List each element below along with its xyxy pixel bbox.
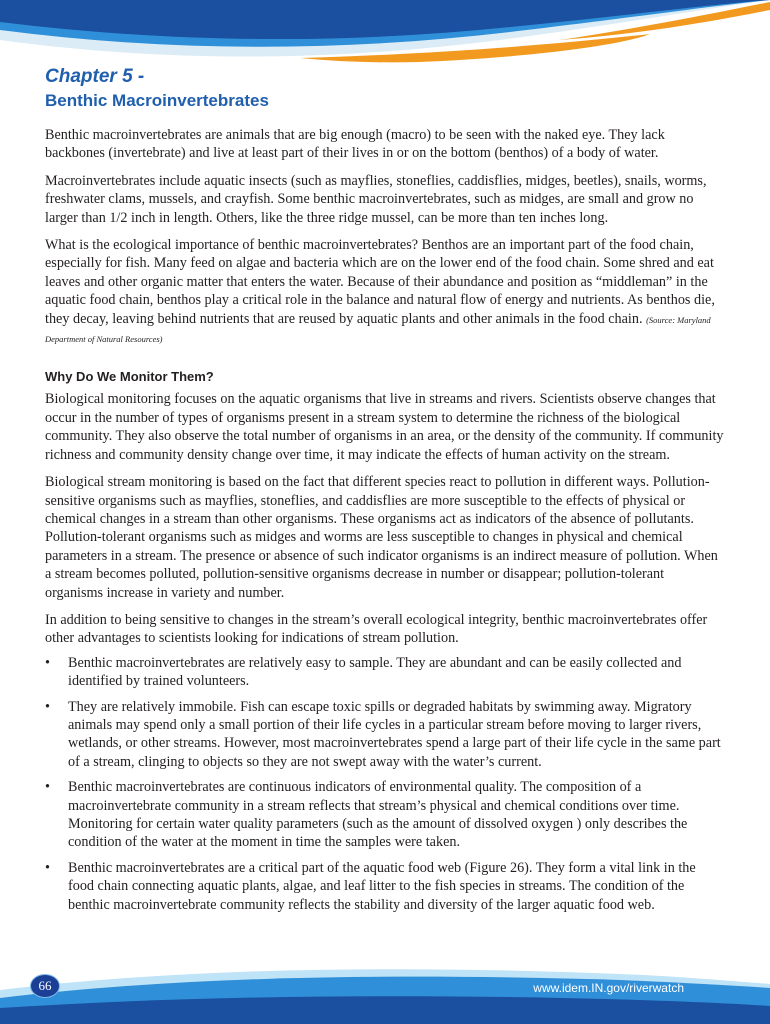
- list-item-text: They are relatively immobile. Fish can escape toxic spills or degraded habitats by swimming away. Migratory animals may spend only a small portion of their life cycles in a particular stream before moving to larger rivers, wetlands, or other streams. However, most macroinvertebrates spend a large part of their life cycle in the same part of a stream, clinging to objects so they are not swept away with the water’s current.: [68, 698, 721, 770]
- section-paragraph: In addition to being sensitive to changes in the stream’s overall ecological integrity, benthic macroinvertebrates offer other advantages to scientists looking for indications of stream pollution.: [45, 611, 708, 647]
- list-item-text: Benthic macroinvertebrates are a critical part of the aquatic food web (Figure 26). They form a vital link in the food chain connecting aquatic plants, algae, and leaf litter to the fish species in streams. The condition of the benthic macroinvertebrate community reflects the stability and diversity of the larger aquatic food web.: [68, 859, 696, 913]
- bullet-icon: •: [45, 698, 50, 715]
- list-item: [45, 698, 725, 772]
- bullet-icon: •: [45, 654, 50, 671]
- section-paragraph: Biological stream monitoring is based on the fact that different species react to pollution in different ways. Pollution-sensitive organisms such as mayflies, stoneflies, and caddisflies are more susceptible to the effects of physical or chemical changes in a stream than other organisms. These organisms act as indicators of the absence of pollutants. Pollution-tolerant organisms such as midges and worms are less susceptible to changes in physical and chemical parameters in a stream. The presence or absence of such indicator organisms is an indirect measure of pollution. When a stream becomes polluted, pollution-sensitive organisms decrease in number or disappear; pollution-tolerant organisms increase in variety and number.: [45, 474, 718, 601]
- page-content: [45, 66, 725, 921]
- list-item: [45, 778, 725, 852]
- intro-paragraph: Macroinvertebrates include aquatic insects (such as mayflies, stoneflies, caddisflies, midges, beetles), snails, worms, freshwater clams, mussels, and crayfish. Some benthic macroinvertebrates, such as midges, are small and grow no larger than 1/2 inch in length. Others, like the three ridge mussel, can be more than ten inches long.: [45, 172, 707, 226]
- list-item: [45, 654, 725, 691]
- intro-paragraph: [45, 236, 725, 348]
- bullet-icon: •: [45, 859, 50, 876]
- bullet-icon: •: [45, 779, 50, 796]
- chapter-title: Benthic Macroinvertebrates: [45, 91, 269, 110]
- list-item: [45, 859, 725, 914]
- intro-paragraph: Benthic macroinvertebrates are animals that are big enough (macro) to be seen with the naked eye. They lack backbones (invertebrate) and live at least part of their lives in or on the bottom (benthos) of a body of water.: [45, 127, 665, 162]
- source-citation: (Source: Maryland Department of Natural Resources): [45, 314, 711, 345]
- list-item-text: Benthic macroinvertebrates are continuous indicators of environmental quality. The composition of a macroinvertebrate community in a stream reflects that stream’s physical and chemical conditions over time. Monitoring for certain water quality parameters (such as the amount of dissolved oxygen ) only describes the condition of the water at the moment in time the samples were taken.: [68, 779, 688, 851]
- chapter-number: Chapter 5 -: [45, 66, 145, 87]
- footer-url[interactable]: www.idem.IN.gov/riverwatch: [533, 981, 684, 995]
- section-heading: Why Do We Monitor Them?: [45, 369, 214, 385]
- intro-paragraph-text: What is the ecological importance of benthic macroinvertebrates? Benthos are an important part of the food chain, especially for fish. Many feed on algae and bacteria which are on the lower end of the food chain. Some shred and eat leaves and other organic matter that enters the water. Because of their abundance and position as “middleman” in the aquatic food chain, benthos play a critical role in the balance and natural flow of energy and nutrients. As benthos die, they decay, leaving behind nutrients that are reused by aquatic plants and other animals in the food chain.: [45, 237, 715, 327]
- section-paragraph: Biological monitoring focuses on the aquatic organisms that live in streams and rivers. Scientists observe changes that occur in the number of types of organisms present in a stream system to determine the richness of the biological community. They also observe the total number of organisms in an area, or the density of the community. If community richness and community density change over time, it may indicate the effects of human activity on the stream.: [45, 391, 724, 463]
- page-number: 66: [30, 974, 60, 998]
- list-item-text: Benthic macroinvertebrates are relatively easy to sample. They are abundant and can be easily collected and identified by trained volunteers.: [68, 654, 682, 690]
- advantages-list: [45, 654, 725, 914]
